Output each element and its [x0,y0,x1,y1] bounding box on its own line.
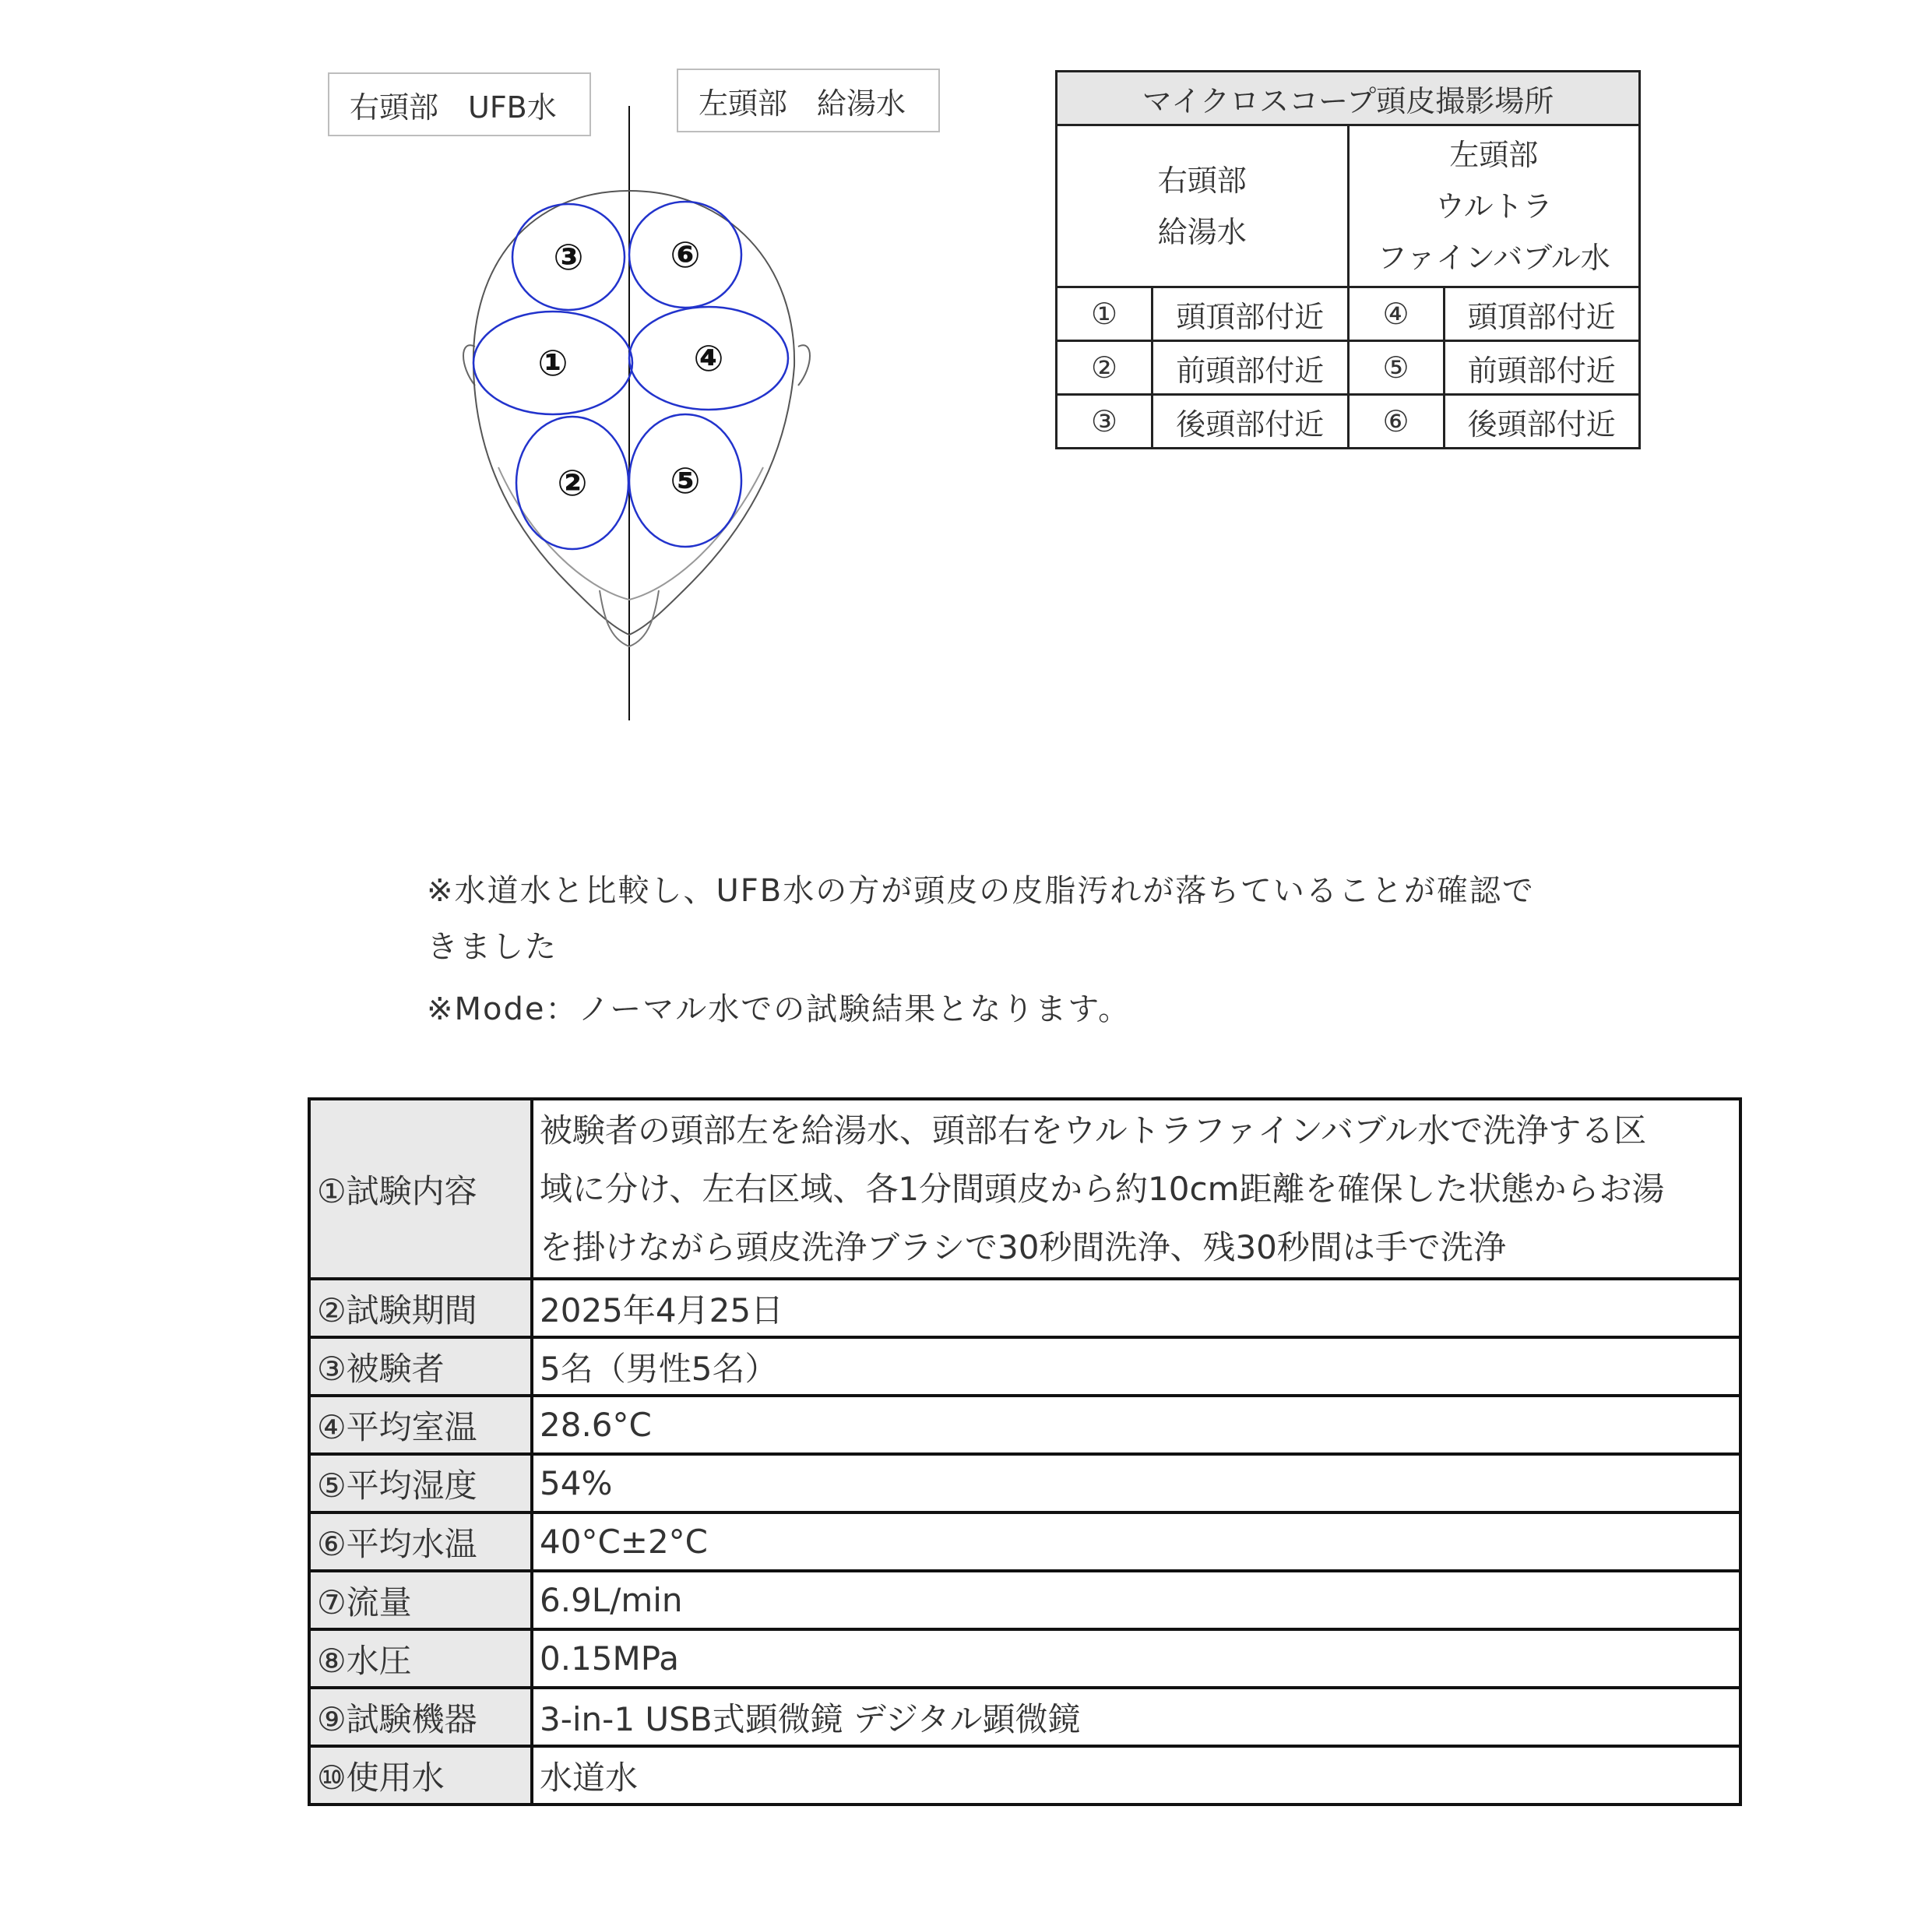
region-number: ② [1057,341,1153,395]
table-row [309,1454,1740,1512]
left-head-label-text: 左頭部 給湯水 [699,86,906,121]
condition-value: 2025年4月25日 [532,1279,1740,1337]
jaw-shadow [498,467,763,600]
condition-key: ①試験内容 [309,1099,532,1279]
region-location: 前頭部付近 [1444,341,1640,395]
left-head-header-line1: 左頭部 [1449,137,1539,172]
region-location: 後頭部付近 [1153,395,1349,449]
scalp-region-number: ④ [693,337,724,379]
condition-key: ④平均室温 [309,1396,532,1454]
condition-value: 3-in-1 USB式顕微鏡 デジタル顕微鏡 [532,1688,1740,1746]
head-outline [473,191,794,635]
condition-key: ⑥平均水温 [309,1512,532,1571]
table-row [309,1746,1740,1805]
table-row [309,1688,1740,1746]
table-row [309,1279,1740,1337]
condition-key: ⑧水圧 [309,1629,532,1688]
right-head-header-line1: 右頭部 [1157,163,1247,198]
microscope-location-table [1055,70,1641,449]
region-number: ④ [1348,287,1444,341]
table-row [309,1396,1740,1454]
condition-value: 水道水 [532,1746,1740,1805]
right-head-header [1057,125,1349,287]
condition-value [532,1099,1740,1279]
condition-value: 40°C±2°C [532,1512,1740,1571]
test-conditions-table [308,1097,1742,1806]
left-head-header-line3: ファインバブル水 [1377,240,1610,275]
condition-key: ⑨試験機器 [309,1688,532,1746]
scalp-region-number: ① [537,342,568,384]
region-number: ③ [1057,395,1153,449]
right-head-header-line2: 給湯水 [1157,214,1247,249]
condition-key: ③被験者 [309,1337,532,1396]
note-line-1: ※水道水と比較し、UFB水の方が頭皮の皮脂汚れが落ちていることが確認で [427,873,1535,909]
note-line-3: ※Mode：ノーマル水での試験結果となります。 [427,991,1131,1027]
table-row [309,1629,1740,1688]
scalp-region-number: ⑥ [670,234,701,276]
scalp-region-number: ③ [553,236,584,278]
region-location: 頭頂部付近 [1444,287,1640,341]
left-head-header-line2: ウルトラ [1434,188,1553,224]
table-row [309,1337,1740,1396]
table-row [309,1571,1740,1629]
condition-key: ⑩使用水 [309,1746,532,1805]
right-head-label-text: 右頭部 UFB水 [350,90,557,125]
scalp-region-number: ⑤ [670,460,701,502]
region-number: ① [1057,287,1153,341]
region-location: 前頭部付近 [1153,341,1349,395]
region-number: ⑥ [1348,395,1444,449]
condition-key: ⑤平均湿度 [309,1454,532,1512]
condition-value: 0.15MPa [532,1629,1740,1688]
table-row [309,1099,1740,1279]
table-row [1057,287,1640,341]
condition-value: 54% [532,1454,1740,1512]
location-table-title: マイクロスコープ頭皮撮影場所 [1057,72,1640,125]
note-line-2: きました [427,929,558,965]
condition-value: 28.6°C [532,1396,1740,1454]
condition-value: 5名（男性5名） [532,1337,1740,1396]
scalp-region-number: ② [557,462,588,504]
region-location: 頭頂部付近 [1153,287,1349,341]
head-diagram [436,101,841,724]
left-ear-outline [798,345,810,386]
content-line-2: 域に分け、左右区域、各1分間頭皮から約10cm距離を確保した状態からお湯 [540,1170,1665,1208]
region-number: ⑤ [1348,341,1444,395]
region-location: 後頭部付近 [1444,395,1640,449]
content-line-1: 被験者の頭部左を給湯水、頭部右をウルトラファインバブル水で洗浄する区 [540,1111,1647,1150]
table-row [1057,395,1640,449]
condition-value: 6.9L/min [532,1571,1740,1629]
condition-key: ②試験期間 [309,1279,532,1337]
left-head-header [1348,125,1640,287]
table-row [1057,341,1640,395]
content-line-3: を掛けながら頭皮洗浄ブラシで30秒間洗浄、残30秒間は手で洗浄 [540,1228,1506,1266]
condition-key: ⑦流量 [309,1571,532,1629]
table-row [309,1512,1740,1571]
